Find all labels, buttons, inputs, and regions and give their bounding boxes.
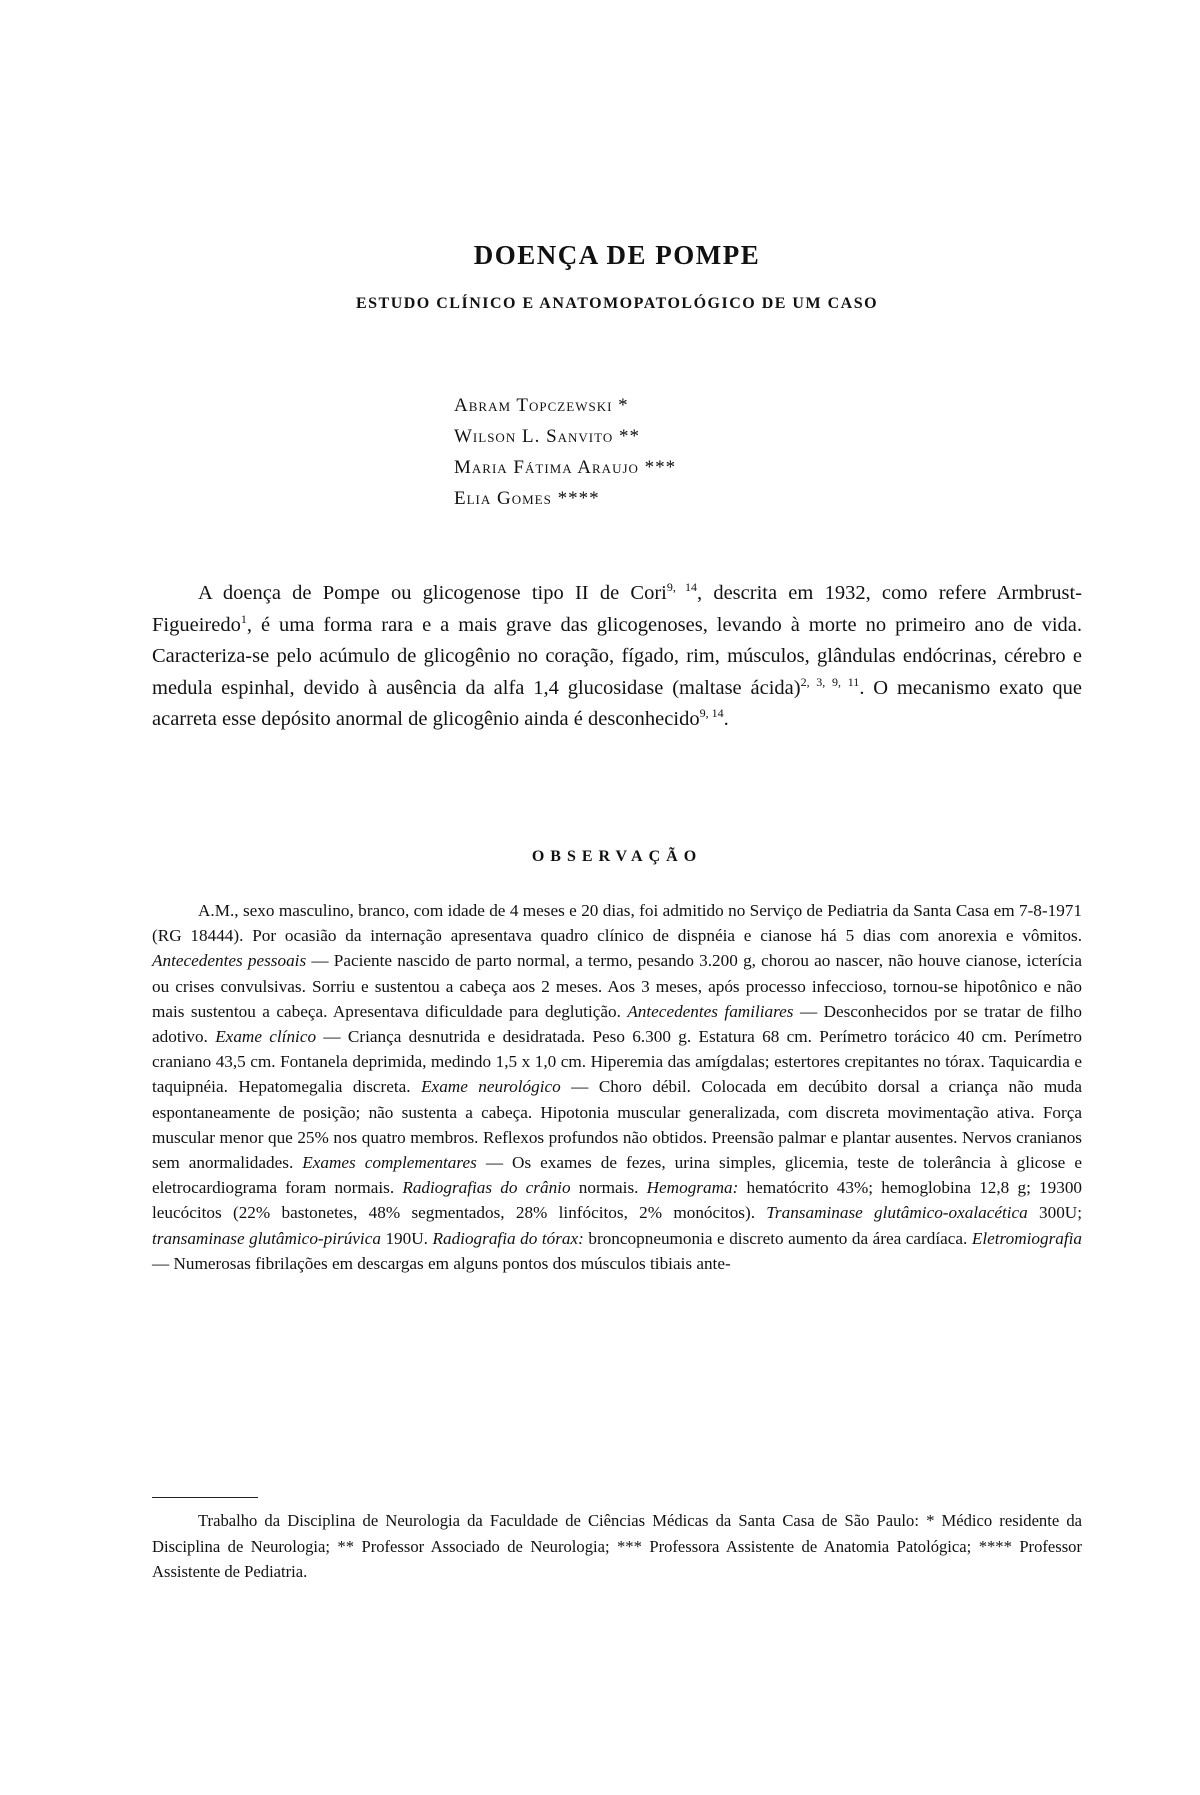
- case-text: — Numerosas fibrilações em descargas em alguns pontos dos músculos tibiais ante-: [152, 1253, 731, 1273]
- case-subheading: Exames complementares: [302, 1153, 477, 1173]
- intro-text-1: A doença de Pompe ou glicogenose tipo II de Cori: [198, 582, 667, 604]
- case-text: broncopneumonia e discreto aumento da área cardíaca.: [583, 1228, 972, 1248]
- reference-marker: 9, 14: [666, 580, 697, 595]
- author-list: [454, 390, 954, 514]
- footnote: Trabalho da Disciplina de Neurologia da Faculdade de Ciências Médicas da Santa Casa de São Paulo: * Médico residente da Disciplina de Neurologia; ** Professor Associado de Neurologia; *** Professora Assistente de Anatomia Patológica; **** Professor Assistente de Pediatria.: [152, 1511, 1082, 1581]
- intro-text-5: .: [723, 708, 729, 730]
- case-text: — Choro débil. Colocada em decúbito dorsal a criança não muda espontaneamente de posição; não sustenta a cabeça. Hipotonia muscular generalizada, com discreta movimentação ativa. Força muscular menor que 25% nos quatro membros. Reflexos profundos não obtidos. Preensão palmar e plantar ausentes. Nervos cranianos sem anormalidades.: [152, 1077, 1082, 1173]
- case-subheading: Exame neurológico: [421, 1077, 561, 1097]
- author-4: Elia Gomes ****: [454, 488, 600, 509]
- case-text: — Paciente nascido de parto normal, a termo, pesando 3.200 g, chorou ao nascer, não houve cianose, icterícia ou crises convulsivas. Sorriu e sustentou a cabeça aos 2 meses. Aos 3 meses, após processo infeccioso, tornou-se hipotônico e não mais sustentou a cabeça. Apresentava dificuldade para deglutição.: [152, 951, 1082, 1021]
- case-subheading: Hemograma:: [646, 1178, 739, 1198]
- case-text: 190U.: [380, 1228, 433, 1248]
- intro-text-2: , descrita em 1932, como refere Armbrust-Figueiredo: [152, 582, 1082, 636]
- intro-text-3: , é uma forma rara e a mais grave das glicogenoses, levando à morte no primeiro ano de vida. Caracteriza-se pelo acúmulo de glicogênio no coração, fígado, rim, músculos, glândulas endócrinas, cérebro e medula espinhal, devido à ausência da alfa 1,4 glucosidase (maltase ácida): [152, 613, 1082, 699]
- author-3: Maria Fátima Araujo ***: [454, 457, 677, 478]
- case-report-paragraph: [152, 898, 1082, 1276]
- case-text: normais.: [570, 1178, 647, 1198]
- case-subheading: Antecedentes pessoais: [152, 951, 307, 971]
- article-title: DOENÇA DE POMPE: [473, 240, 761, 270]
- author-1: Abram Topczewski *: [454, 395, 629, 416]
- reference-marker: 1: [240, 611, 247, 626]
- author-2: Wilson L. Sanvito **: [454, 426, 640, 447]
- case-subheading: Radiografia do tórax:: [432, 1228, 584, 1248]
- case-text: — Criança desnutrida e desidratada. Peso 6.300 g. Estatura 68 cm. Perímetro torácico 40 cm. Perímetro craniano 43,5 cm. Fontanela deprimida, medindo 1,5 x 1,0 cm. Hiperemia das amígdalas; estertores crepitantes no tórax. Taquicardia e taquipnéia. Hepatomegalia discreta.: [152, 1027, 1082, 1097]
- article-subtitle: ESTUDO CLÍNICO E ANATOMOPATOLÓGICO DE UM CASO: [355, 295, 879, 312]
- case-text: — Desconhecidos por se tratar de filho adotivo.: [152, 1001, 1082, 1047]
- case-subheading: Eletromiografia: [971, 1228, 1082, 1248]
- case-subheading: Radiografias do crânio: [402, 1178, 571, 1198]
- reference-marker: 2, 3, 9, 11: [800, 674, 860, 689]
- case-subheading: transaminase glutâmico-pirúvica: [152, 1228, 381, 1248]
- case-subheading: Exame clínico: [215, 1027, 317, 1047]
- footnote-divider: [152, 1497, 258, 1498]
- case-subheading: Antecedentes familiares: [627, 1001, 794, 1021]
- case-text: hematócrito 43%; hemoglobina 12,8 g; 19300 leucócitos (22% bastonetes, 48% segmentados, 28% linfócitos, 2% monócitos).: [152, 1178, 1083, 1223]
- case-text: — Os exames de fezes, urina simples, glicemia, teste de tolerância à glicose e eletrocardiograma foram normais.: [152, 1153, 1082, 1198]
- case-subheading: Transaminase glutâmico-oxalacética: [766, 1203, 1028, 1223]
- intro-paragraph: [152, 578, 1082, 736]
- intro-text-4: . O mecanismo exato que acarreta esse depósito anormal de glicogênio ainda é desconhecido: [152, 676, 1082, 730]
- reference-marker: 9, 14: [699, 706, 724, 721]
- case-text: 300U;: [1027, 1203, 1082, 1223]
- case-text: A.M., sexo masculino, branco, com idade de 4 meses e 20 dias, foi admitido no Serviço de Pediatria da Santa Casa em 7-8-1971 (RG 18444). Por ocasião da internação apresentava quadro clínico de dispnéia e cianose há 5 dias com anorexia e vômitos.: [152, 901, 1082, 946]
- section-heading-observation: OBSERVAÇÃO: [531, 848, 703, 865]
